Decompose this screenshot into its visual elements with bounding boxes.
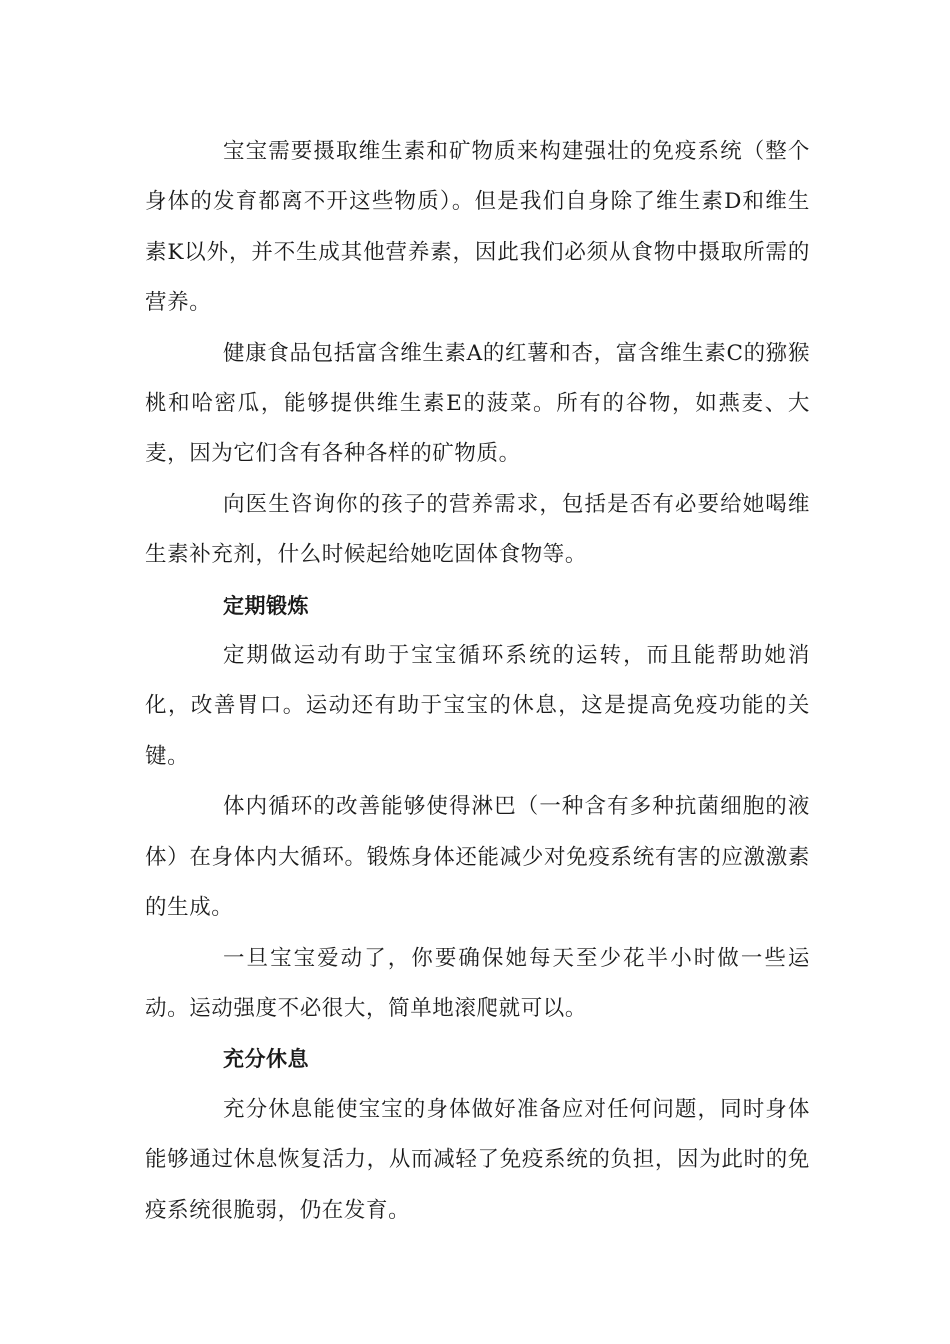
paragraph-healthy-foods: 健康食品包括富含维生素A的红薯和杏，富含维生素C的猕猴桃和哈密瓜，能够提供维生素E的菠菜。所有的谷物，如燕麦、大麦，因为它们含有各种各样的矿物质。 <box>145 340 810 467</box>
paragraph-consult-doctor: 向医生咨询你的孩子的营养需求，包括是否有必要给她喝维生素补充剂，什么时候起给她吃固体食物等。 <box>145 491 810 568</box>
section-heading-exercise: 定期锻炼 <box>223 593 309 618</box>
paragraph-rest-benefits: 充分休息能使宝宝的身体做好准备应对任何问题，同时身体能够通过休息恢复活力，从而减轻了免疫系统的负担，因为此时的免疫系统很脆弱，仍在发育。 <box>145 1096 810 1223</box>
paragraph-vitamins-minerals: 宝宝需要摄取维生素和矿物质来构建强壮的免疫系统（整个身体的发育都离不开这些物质）。但是我们自身除了维生素D和维生素K以外，并不生成其他营养素，因此我们必须从食物中摄取所需的营养。 <box>145 139 810 316</box>
paragraph-exercise-benefits: 定期做运动有助于宝宝循环系统的运转，而且能帮助她消化，改善胃口。运动还有助于宝宝的休息，这是提高免疫功能的关键。 <box>145 643 810 769</box>
paragraph-daily-activity: 一旦宝宝爱动了，你要确保她每天至少花半小时做一些运动。运动强度不必很大，简单地滚爬就可以。 <box>145 945 810 1021</box>
section-heading-rest: 充分休息 <box>223 1047 309 1072</box>
paragraph-lymph-circulation: 体内循环的改善能够使得淋巴（一种含有多种抗菌细胞的液体）在身体内大循环。锻炼身体还能减少对免疫系统有害的应激激素的生成。 <box>145 794 810 921</box>
document-body <box>145 127 810 1236</box>
